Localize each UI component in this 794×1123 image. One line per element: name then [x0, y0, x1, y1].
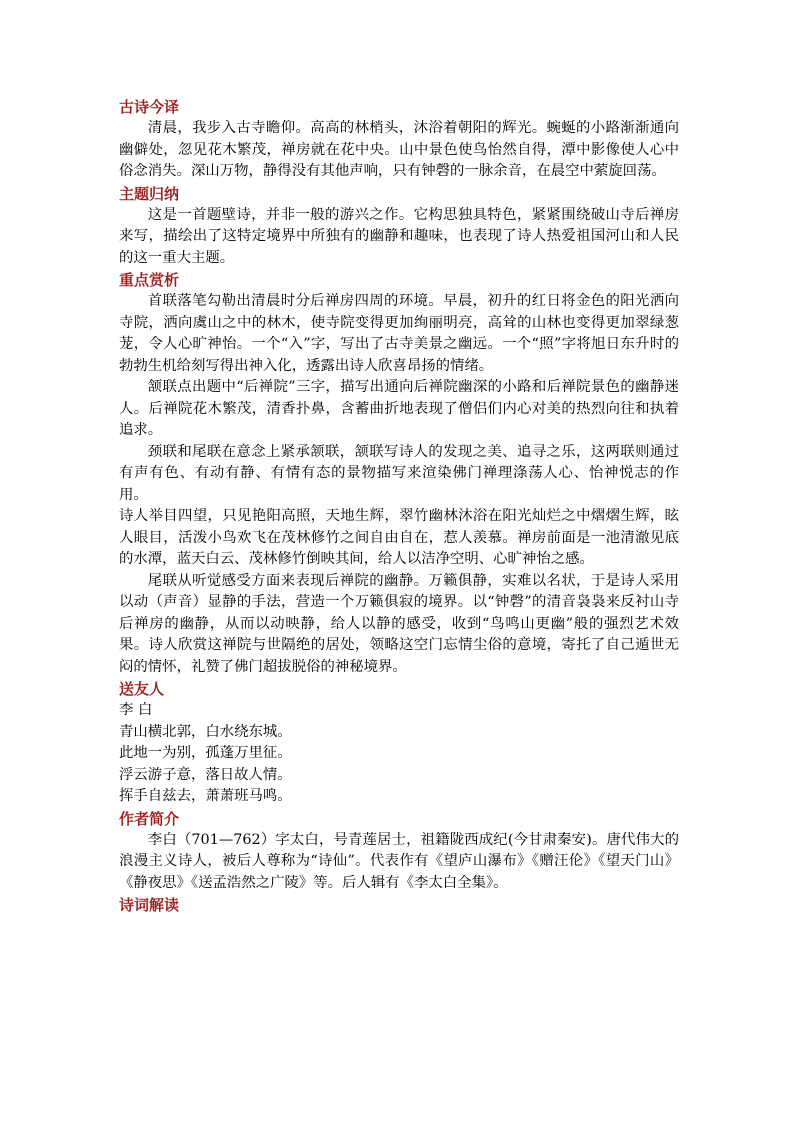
poem-line-1: 青山横北郭，白水绕东城。 — [119, 723, 292, 740]
poem-line-3: 浮云游子意，落日故人情。 — [119, 766, 292, 783]
section-heading-interpretation: 诗词解读 — [119, 896, 180, 914]
appreciation-paragraph-3: 颈联和尾联在意念上紧承颔联，颔联写诗人的发现之美、追寻之乐，这两联则通过有声有色、有动有静、有情有态的景物描写来渲染佛门禅理涤荡人心、怡神悦志的作用。 — [119, 443, 679, 503]
appreciation-paragraph-4: 诗人举目四望，只见艳阳高照，天地生辉，翠竹幽林沐浴在阳光灿烂之中熠熠生辉，眩人眼目，活泼小鸟欢飞在茂林修竹之间自由自在，惹人羡慕。禅房前面是一池清澈见底的水潭，蓝天白云、茂林修竹倒映其间，给人以洁净空明、心旷神怡之感。 — [119, 508, 679, 567]
author-paragraph: 李白（701—762）字太白，号青莲居士，祖籍陇西成纪(今甘肃秦安)。唐代伟大的浪漫主义诗人，被后人尊称为“诗仙”。代表作有《望庐山瀑布》《赠汪伦》《望天门山》《静夜思》《送孟浩然之广陵》等。后人辑有《李太白全集》。 — [119, 831, 679, 891]
section-heading-translation: 古诗今译 — [119, 98, 180, 116]
poem-line-4: 挥手自兹去，萧萧班马鸣。 — [119, 788, 292, 804]
section-heading-theme: 主题归纳 — [119, 184, 180, 203]
translation-paragraph: 清晨，我步入古寺瞻仰。高高的林梢头，沐浴着朝阳的辉光。蜿蜒的小路渐渐通向幽僻处，忽见花木繁茂，禅房就在花中央。山中景色使鸟怡然自得，潭中影像使人心中俗念消失。深山万物，静得没有其他声响，只有钟磬的一脉余音，在晨空中萦旋回荡。 — [119, 120, 679, 179]
section-heading-author: 作者简介 — [119, 809, 180, 828]
appreciation-paragraph-1: 首联落笔勾勒出清晨时分后禅房四周的环境。早晨，初升的红日将金色的阳光洒向寺院，洒向虞山之中的林木，使寺院变得更加绚丽明亮，高耸的山林也变得更加翠绿葱茏，令人心旷神怡。一个“入”字，写出了古寺美景之幽远。一个“照”字将旭日东升时的勃勃生机给刻写得出神入化，透露出诗人欣喜昂扬的情绪。 — [119, 293, 679, 374]
appreciation-paragraph-5: 尾联从听觉感受方面来表现后禅院的幽静。万籁俱静，实难以名状，于是诗人采用以动（声音）显静的手法，营造一个万籁俱寂的境界。以“钟磬”的清音袅袅来反衬山寺后禅房的幽静，从而以动映静，给人以静的感受，收到“鸟鸣山更幽”般的强烈艺术效果。诗人欣赏这禅院与世隔绝的居处，领略这空门忘情尘俗的意境，寄托了自己遁世无闷的情怀，礼赞了佛门超拔脱俗的神秘境界。 — [119, 572, 679, 675]
theme-paragraph: 这是一首题壁诗，并非一般的游兴之作。它构思独具特色，紧紧围绕破山寺后禅房来写，描绘出了这特定境界中所独有的幽静和趣味，也表现了诗人热爱祖国河山和人民的这一重大主题。 — [119, 206, 679, 266]
poem-author: 李 白 — [119, 702, 153, 718]
appreciation-paragraph-2: 颔联点出题中“后禅院”三字，描写出通向后禅院幽深的小路和后禅院景色的幽静迷人。后禅院花木繁茂，清香扑鼻，含蓄曲折地表现了僧侣们内心对美的热烈向往和执着追求。 — [119, 379, 679, 438]
document-page — [119, 96, 679, 916]
poem-line-2: 此地一为别，孤蓬万里征。 — [119, 745, 292, 761]
poem-title: 送友人 — [119, 680, 165, 698]
section-heading-appreciation: 重点赏析 — [119, 271, 180, 289]
